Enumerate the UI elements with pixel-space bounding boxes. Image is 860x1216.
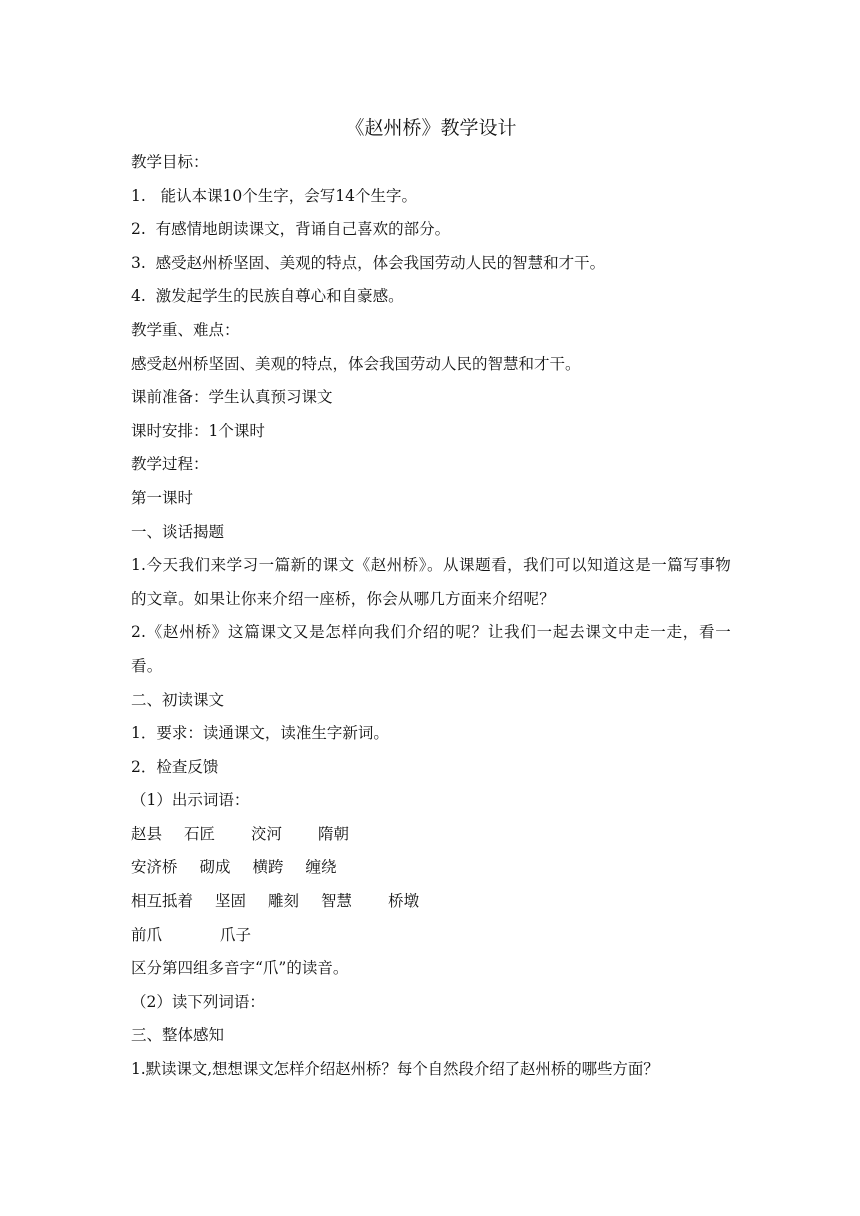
section-1-paragraph-1: 1.今天我们来学习一篇新的课文《赵州桥》。从课题看，我们可以知道这是一篇写事物的文章。如果让你来介绍一座桥，你会从哪几方面来介绍呢？ bbox=[131, 556, 731, 608]
section-2-check: 2．检查反馈 bbox=[131, 757, 219, 776]
word: 雕刻 bbox=[268, 892, 300, 911]
key-points-heading: 教学重、难点： bbox=[131, 320, 240, 339]
word: 前爪 bbox=[131, 925, 163, 944]
word: 智慧 bbox=[321, 892, 353, 911]
word-row-2 bbox=[131, 851, 731, 885]
word: 相互抵着 bbox=[131, 892, 194, 911]
word-row-4 bbox=[131, 919, 731, 953]
section-1-paragraph-2: 2.《赵州桥》这篇课文又是怎样向我们介绍的呢？让我们一起去课文中走一走，看一看。 bbox=[131, 623, 731, 675]
word-row-3 bbox=[131, 885, 731, 919]
section-2-show-words: （1）出示词语： bbox=[131, 791, 250, 810]
word: 横跨 bbox=[252, 858, 284, 877]
word: 砌成 bbox=[199, 858, 231, 877]
section-3-heading: 三、整体感知 bbox=[131, 1026, 225, 1045]
word: 爪子 bbox=[220, 925, 252, 944]
schedule: 课时安排：1个课时 bbox=[131, 421, 265, 440]
word: 洨河 bbox=[251, 824, 283, 843]
word-row-1 bbox=[131, 818, 731, 852]
word: 桥墩 bbox=[388, 892, 420, 911]
word: 石匠 bbox=[184, 824, 216, 843]
word: 坚固 bbox=[215, 892, 247, 911]
key-points-text: 感受赵州桥坚固、美观的特点，体会我国劳动人民的智慧和才干。 bbox=[131, 354, 581, 373]
preparation: 课前准备：学生认真预习课文 bbox=[131, 388, 333, 407]
word: 赵县 bbox=[131, 824, 163, 843]
section-2-heading: 二、初读课文 bbox=[131, 690, 225, 709]
process-heading: 教学过程： bbox=[131, 455, 209, 474]
goals-heading: 教学目标： bbox=[131, 153, 209, 171]
section-3-paragraph-1: 1.默读课文,想想课文怎样介绍赵州桥？每个自然段介绍了赵州桥的哪些方面？ bbox=[131, 1060, 659, 1079]
lesson-one: 第一课时 bbox=[131, 488, 194, 507]
section-2-requirement: 1．要求：读通课文，读准生字新词。 bbox=[131, 724, 389, 743]
word: 安济桥 bbox=[131, 858, 178, 877]
document-title: 《赵州桥》教学设计 bbox=[345, 117, 517, 139]
document-page bbox=[131, 110, 731, 1087]
goal-3: 3. 感受赵州桥坚固、美观的特点，体会我国劳动人民的智慧和才干。 bbox=[131, 253, 606, 272]
word: 缠绕 bbox=[305, 858, 337, 877]
section-1-heading: 一、谈话揭题 bbox=[131, 522, 225, 541]
section-2-read-words: （2）读下列词语： bbox=[131, 992, 265, 1011]
word: 隋朝 bbox=[318, 824, 350, 843]
goal-4: 4. 激发起学生的民族自尊心和自豪感。 bbox=[131, 287, 404, 306]
goal-1: 1. 能认本课10个生字，会写14个生字。 bbox=[131, 186, 418, 205]
goal-2: 2. 有感情地朗读课文，背诵自己喜欢的部分。 bbox=[131, 220, 451, 239]
polyphone-note: 区分第四组多音字“爪”的读音。 bbox=[131, 959, 349, 978]
